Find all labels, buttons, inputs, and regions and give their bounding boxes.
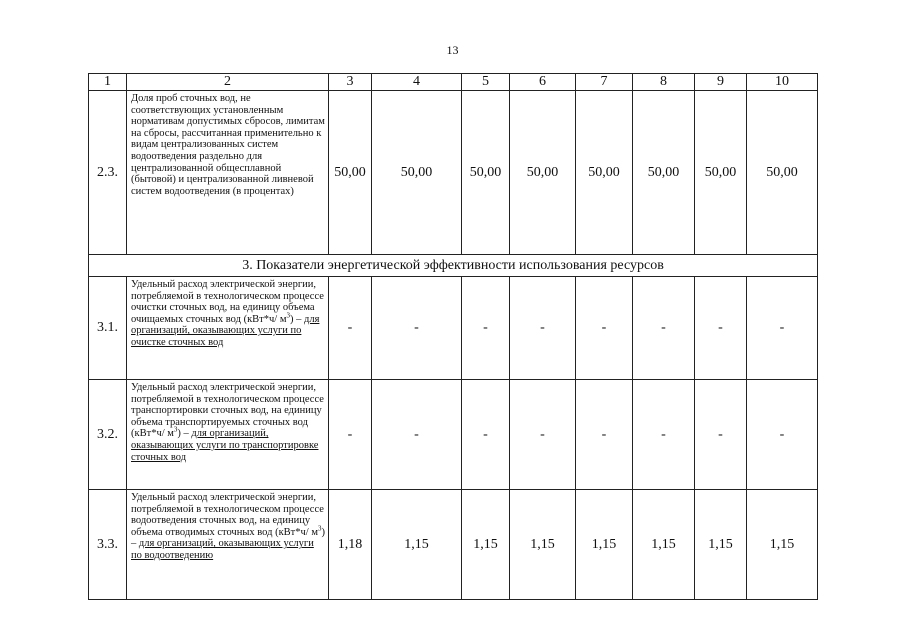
value-cell: - <box>633 277 695 380</box>
value-cell: 1,15 <box>633 490 695 600</box>
value-cell: - <box>329 380 372 490</box>
row-description <box>127 277 329 380</box>
value-cell: - <box>329 277 372 380</box>
description-text: Удельный расход электрической энергии, потребляемой в технологическом процессе очистки сточных вод, на единицу объема очищаемых сточных вод (кВт*ч/ м <box>131 279 324 325</box>
value-cell: - <box>462 380 510 490</box>
row-number: 3.2. <box>89 380 127 490</box>
description-text: Удельный расход электрической энергии, потребляемой в технологическом процессе транспортировки сточных вод, на единицу объема транспортируемых сточных вод (кВт*ч/ м <box>131 382 324 440</box>
table-row <box>89 380 818 490</box>
indicators-table <box>88 73 818 600</box>
value-cell: - <box>747 277 818 380</box>
superscript: 3 <box>317 524 322 533</box>
value-cell: 50,00 <box>372 91 462 255</box>
page-number: 13 <box>446 43 459 57</box>
header-cell: 3 <box>329 74 372 91</box>
description-text: ) – <box>131 526 325 550</box>
value-cell: 1,15 <box>747 490 818 600</box>
value-cell: - <box>576 380 633 490</box>
value-cell: - <box>576 277 633 380</box>
row-description: Доля проб сточных вод, не соответствующих установленным нормативам допустимых сбросов, лимитам на сбросы, рассчитанная применительно к видам централизованных систем водоотведения раздельно для централизованной общесплавной (бытовой) и централизованной ливневой систем водоотведения (в процентах) <box>127 91 329 255</box>
superscript: 3 <box>173 425 178 434</box>
value-cell: 1,15 <box>576 490 633 600</box>
value-cell: 50,00 <box>747 91 818 255</box>
underlined-text: для организаций, оказывающих услуги по очистке сточных вод <box>131 313 320 348</box>
value-cell: 1,15 <box>462 490 510 600</box>
value-cell: 50,00 <box>633 91 695 255</box>
row-description <box>127 380 329 490</box>
value-cell: 50,00 <box>510 91 576 255</box>
underlined-text: для организаций, оказывающих услуги по транспортировке сточных вод <box>131 428 319 463</box>
value-cell: - <box>510 277 576 380</box>
superscript: 3 <box>286 311 290 320</box>
row-description <box>127 490 329 600</box>
row-number: 2.3. <box>89 91 127 255</box>
value-cell: - <box>747 380 818 490</box>
description-text: ) – <box>177 428 192 440</box>
value-cell: - <box>695 277 747 380</box>
description-text: Удельный расход электрической энергии, потребляемой в технологическом процессе водоотведения сточных вод, на единицу объема отводимых сточных вод (кВт*ч/ м <box>131 492 324 538</box>
value-cell: - <box>695 380 747 490</box>
row-number: 3.1. <box>89 277 127 380</box>
value-cell: 1,15 <box>372 490 462 600</box>
value-cell: 1,15 <box>510 490 576 600</box>
section-row <box>89 255 818 277</box>
header-row <box>89 74 818 91</box>
header-cell: 5 <box>462 74 510 91</box>
table-row <box>89 277 818 380</box>
description-text: – <box>293 313 304 325</box>
value-cell: - <box>372 380 462 490</box>
header-cell: 1 <box>89 74 127 91</box>
header-cell: 8 <box>633 74 695 91</box>
table-row <box>89 91 818 255</box>
value-cell: 1,15 <box>695 490 747 600</box>
description-text: ) <box>290 313 294 325</box>
value-cell: 50,00 <box>329 91 372 255</box>
value-cell: - <box>372 277 462 380</box>
header-cell: 9 <box>695 74 747 91</box>
value-cell: - <box>462 277 510 380</box>
header-cell: 2 <box>127 74 329 91</box>
value-cell: - <box>633 380 695 490</box>
value-cell: 50,00 <box>695 91 747 255</box>
header-cell: 10 <box>747 74 818 91</box>
underlined-text: для организаций, оказывающих услуги по водоотведению <box>131 538 314 561</box>
header-cell: 7 <box>576 74 633 91</box>
value-cell: 50,00 <box>462 91 510 255</box>
value-cell: 50,00 <box>576 91 633 255</box>
value-cell: - <box>510 380 576 490</box>
row-number: 3.3. <box>89 490 127 600</box>
header-cell: 6 <box>510 74 576 91</box>
table-row <box>89 490 818 600</box>
value-cell: 1,18 <box>329 490 372 600</box>
section-title: 3. Показатели энергетической эффективности использования ресурсов <box>89 255 818 277</box>
header-cell: 4 <box>372 74 462 91</box>
